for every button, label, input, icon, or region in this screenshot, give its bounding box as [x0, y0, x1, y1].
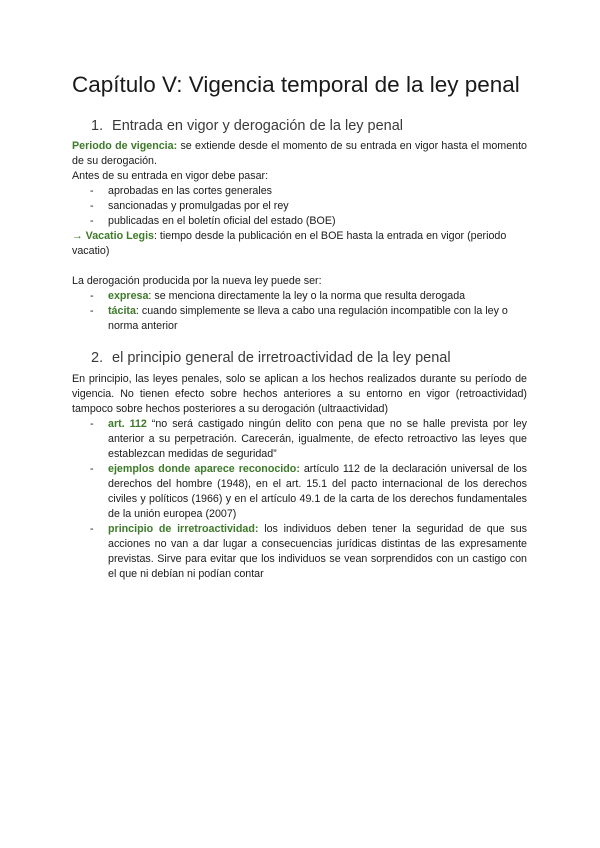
list-item: - aprobadas en las cortes generales: [72, 184, 527, 199]
periodo-text: se extiende desde el momento de su entrada en vigor hasta el momento de su derogación.: [72, 140, 527, 167]
list-item: [72, 462, 527, 522]
item-text: “no será castigado ningún delito con pena que no se halle prevista por ley anterior a su perpetración. Carecerán, igualmente, de efecto retroactivo las leyes que establezcan medidas de seguridad”: [108, 418, 528, 460]
periodo-paragraph: [72, 139, 527, 169]
irretroactividad-intro: En principio, las leyes penales, solo se aplican a los hechos realizados durante su período de vigencia. No tienen efecto sobre hechos anteriores a su entorno en vigor (retroactividad) tampoco sobre hechos posteriores a su derogación (ultraactividad): [72, 373, 527, 415]
pasos-list: [72, 184, 527, 229]
list-item: [72, 304, 527, 334]
section-1-title: Entrada en vigor y derogación de la ley penal: [112, 118, 404, 134]
section-2-title: el principio general de irretroactividad de la ley penal: [112, 350, 451, 366]
section-1-number: 1.: [91, 118, 104, 134]
arrow-icon: →: [72, 230, 83, 242]
item-label: art. 112: [108, 418, 147, 430]
item-text: artículo 112 de la declaración universal de los derechos del hombre (1948), en el art. 15.1 del pacto internacional de los derechos civiles y políticos (1966) y en el artículo 49.1 de la carta de los derechos fundamentales de la unión europea (2007): [108, 463, 527, 520]
derogacion-text: : se menciona directamente la ley o la norma que resulta derogada: [148, 290, 466, 302]
periodo-label: Periodo de vigencia:: [72, 140, 178, 152]
derogacion-label: expresa: [108, 290, 149, 302]
section-1-body: [72, 139, 527, 334]
item-text: los individuos deben tener la seguridad de que sus acciones no van a dar lugar a consecuencias jurídicas distintas de las expresamente previstas. Sirve para evitar que los individuos se vean sorprendidos con un castigo con el que ni debían ni podían contar: [108, 523, 527, 580]
vacatio-paragraph: [72, 229, 527, 259]
list-item: [72, 522, 527, 582]
vacatio-label: Vacatio Legis: [85, 230, 154, 242]
antes-paragraph: Antes de su entrada en vigor debe pasar:: [72, 170, 269, 182]
derogacion-text: : cuando simplemente se lleva a cabo una regulación incompatible con la ley o norma anterior: [108, 305, 508, 332]
section-2-body: [72, 372, 527, 582]
vacatio-text: : tiempo desde la publicación en el BOE hasta la entrada en vigor (periodo vacatio): [72, 230, 507, 257]
list-item: [72, 289, 527, 304]
section-1-heading: [91, 118, 403, 134]
derogacion-intro: La derogación producida por la nueva ley puede ser:: [72, 275, 322, 287]
irretroactividad-list: [72, 417, 527, 582]
derogacion-label: tácita: [108, 305, 136, 317]
derogacion-list: [72, 289, 527, 334]
item-label: principio de irretroactividad:: [108, 523, 259, 535]
section-2-heading: [91, 350, 451, 366]
list-item: - sancionadas y promulgadas por el rey: [72, 199, 527, 214]
item-label: ejemplos donde aparece reconocido:: [108, 463, 300, 475]
list-item: [72, 417, 527, 462]
list-item: - publicadas en el boletín oficial del estado (BOE): [72, 214, 527, 229]
chapter-title: Capítulo V: Vigencia temporal de la ley penal: [72, 72, 520, 97]
section-2-number: 2.: [91, 350, 104, 366]
